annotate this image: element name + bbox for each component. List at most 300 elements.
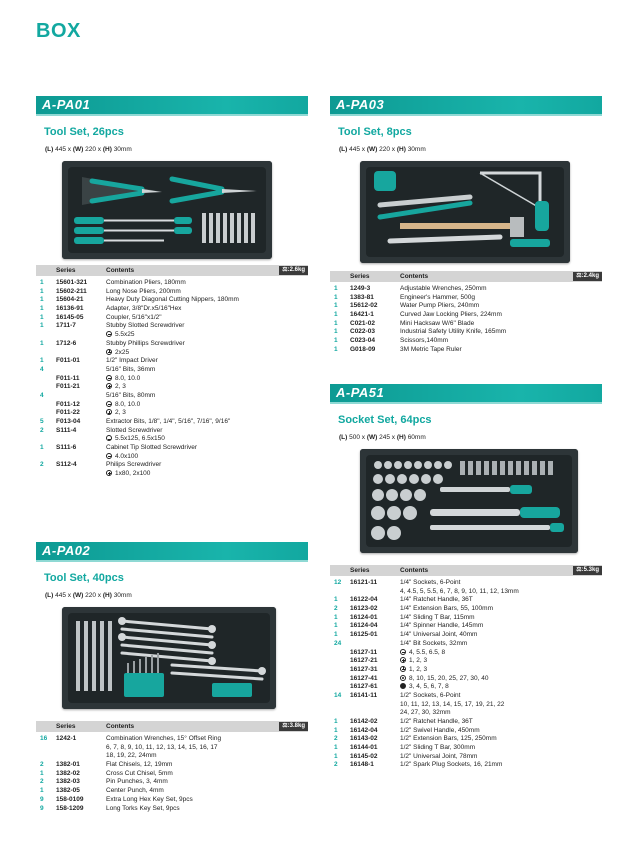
page-title: BOX xyxy=(36,20,81,42)
row-contents-text: 1/4" Universal Joint, 40mm xyxy=(400,631,478,639)
section-a-pa02 xyxy=(36,542,308,813)
row-contents xyxy=(106,787,164,796)
table-row xyxy=(36,778,308,787)
row-series: 15604-21 xyxy=(56,296,84,304)
row-series: 1249-3 xyxy=(350,285,371,292)
row-quantity: 1 xyxy=(334,631,338,639)
row-series: 16127-11 xyxy=(350,648,378,656)
row-contents xyxy=(106,383,126,392)
row-contents-text: 1x80, 2x100 xyxy=(115,470,151,478)
table-row xyxy=(330,285,602,294)
row-contents xyxy=(400,328,506,337)
row-quantity: 1 xyxy=(40,296,44,304)
row-series: 16127-61 xyxy=(350,683,378,691)
row-contents xyxy=(106,314,162,323)
table-row xyxy=(36,401,308,410)
row-contents-text: Pin Punches, 3, 4mm xyxy=(106,778,168,786)
row-contents xyxy=(400,683,449,692)
section-code: A-PA51 xyxy=(336,385,385,400)
row-contents-text: Extractor Bits, 1/8", 1/4", 5/16", 7/16", 9/16" xyxy=(106,418,231,425)
row-contents-text: Center Punch, 4mm xyxy=(106,787,164,795)
table-row xyxy=(36,796,308,805)
table-row xyxy=(36,322,308,331)
torx-tip-icon xyxy=(400,675,406,681)
phillips-tip-icon xyxy=(106,349,112,355)
section-title: Tool Set, 40pcs xyxy=(44,572,124,584)
table-row xyxy=(330,675,602,684)
row-contents-text: 3M Metric Tape Ruler xyxy=(400,345,462,353)
row-series: C022-03 xyxy=(350,328,375,336)
row-contents-text: 1/2" Spark Plug Sockets, 16, 21mm xyxy=(400,761,503,769)
row-series: 16124-01 xyxy=(350,613,378,621)
row-series: F011-21 xyxy=(56,383,80,391)
row-contents-text: 1/2" Ratchet Handle, 36T xyxy=(400,718,473,725)
table-row xyxy=(330,631,602,640)
table-row xyxy=(36,770,308,779)
row-quantity: 4 xyxy=(40,391,44,399)
row-contents-text: Adapter, 3/8"Dr.x5/16"Hex xyxy=(106,305,182,313)
table-row xyxy=(36,409,308,418)
row-quantity: 1 xyxy=(334,752,338,760)
row-contents-text: Combination Wrenches, 15° Offset Ring xyxy=(106,735,222,742)
row-contents-text: Water Pump Pliers, 240mm xyxy=(400,302,480,310)
row-contents xyxy=(400,666,427,675)
row-quantity: 14 xyxy=(334,691,342,699)
table-row xyxy=(330,701,602,710)
row-contents xyxy=(400,727,480,736)
row-series: 16141-11 xyxy=(350,691,378,699)
table-row xyxy=(36,787,308,796)
row-contents-text: Coupler, 5/16"x1/2" xyxy=(106,313,162,321)
row-contents xyxy=(106,770,173,779)
row-contents-text: Cabinet Tip Slotted Screwdriver xyxy=(106,444,198,452)
row-contents-text: 8, 10, 15, 20, 25, 27, 30, 40 xyxy=(409,674,489,682)
section-header-bar xyxy=(36,96,308,116)
row-series: 16127-41 xyxy=(350,674,378,682)
row-quantity: 24 xyxy=(334,639,342,647)
row-contents xyxy=(106,735,221,744)
row-contents-text: 1, 2, 3 xyxy=(409,657,428,665)
weight-badge: ⚖:2.4kg xyxy=(573,272,602,281)
row-contents-text: 5/16" Bits, 36mm xyxy=(106,365,156,373)
row-quantity: 9 xyxy=(40,795,44,803)
row-contents xyxy=(106,409,126,418)
section-code: A-PA01 xyxy=(42,97,91,112)
table-row xyxy=(36,331,308,340)
row-contents-text: 1/4" Ratchet Handle, 36T xyxy=(400,596,473,604)
row-quantity: 1 xyxy=(334,337,338,345)
row-series: 16123-02 xyxy=(350,605,378,613)
table-row xyxy=(36,744,308,753)
row-contents xyxy=(106,461,161,470)
table-row xyxy=(330,753,602,762)
row-series: 1711-7 xyxy=(56,322,76,330)
table-row xyxy=(36,296,308,305)
table-row xyxy=(330,614,602,623)
row-contents-text: Heavy Duty Diagonal Cutting Nippers, 180mm xyxy=(106,296,239,304)
row-quantity: 1 xyxy=(334,744,338,752)
row-quantity: 12 xyxy=(334,579,342,586)
row-contents xyxy=(106,470,150,479)
row-contents-text: 8.0, 10.0 xyxy=(115,400,141,408)
row-series: 15612-02 xyxy=(350,302,378,310)
row-contents-text: 1/2" Swivel Handle, 450mm xyxy=(400,726,480,734)
row-contents-text: 1/2" Universal Joint, 78mm xyxy=(400,752,478,760)
row-contents-text: 5/16" Bits, 80mm xyxy=(106,391,156,399)
table-row xyxy=(330,649,602,658)
weight-badge: ⚖:2.6kg xyxy=(279,266,308,275)
row-contents xyxy=(106,778,168,787)
table-row xyxy=(36,752,308,761)
row-contents xyxy=(400,631,477,640)
row-contents-text: 1/2" Impact Driver xyxy=(106,357,158,365)
table-row xyxy=(330,622,602,631)
tool-tray-photo xyxy=(62,607,276,709)
row-series: S111-4 xyxy=(56,426,77,434)
tool-tray-photo xyxy=(62,161,272,259)
table-row xyxy=(330,588,602,597)
row-contents-text: Slotted Screwdriver xyxy=(106,426,163,434)
row-contents xyxy=(400,753,477,762)
table-row xyxy=(330,605,602,614)
weight-icon: ⚖ xyxy=(282,267,288,273)
tool-tray-photo xyxy=(360,161,570,263)
row-series: 1382-05 xyxy=(56,787,80,795)
row-series: 15602-211 xyxy=(56,287,87,295)
row-contents-text: 1/2" Extension Bars, 125, 250mm xyxy=(400,735,497,743)
row-contents-text: Extra Long Hex Key Set, 9pcs xyxy=(106,795,193,803)
row-contents xyxy=(400,596,473,605)
section-code: A-PA03 xyxy=(336,97,385,112)
table-row xyxy=(330,709,602,718)
row-contents xyxy=(400,605,493,614)
phillips-tip-icon xyxy=(400,666,406,672)
row-contents xyxy=(106,357,158,366)
row-quantity: 2 xyxy=(40,426,44,434)
row-contents-text: Philips Screwdriver xyxy=(106,461,162,469)
table-row xyxy=(330,579,602,588)
table-row xyxy=(36,418,308,427)
row-contents xyxy=(400,675,489,684)
row-contents-text: 3, 4, 5, 6, 7, 8 xyxy=(409,683,449,691)
row-quantity: 1 xyxy=(334,596,338,604)
row-contents xyxy=(106,752,157,761)
section-header-bar xyxy=(36,542,308,562)
row-series: 16125-01 xyxy=(350,631,378,639)
row-quantity: 16 xyxy=(40,735,48,742)
table-row xyxy=(36,366,308,375)
row-quantity: 1 xyxy=(334,718,338,725)
row-series: F011-22 xyxy=(56,409,80,417)
row-contents-text: 1, 2, 3 xyxy=(409,665,428,673)
section-header-bar xyxy=(330,96,602,116)
row-contents xyxy=(106,453,138,462)
row-series: 1383-81 xyxy=(350,293,374,301)
row-contents-text: Engineer's Hammer, 500g xyxy=(400,293,475,301)
contents-table xyxy=(330,285,602,355)
row-contents xyxy=(106,288,181,297)
table-row xyxy=(36,383,308,392)
row-contents xyxy=(106,322,184,331)
row-contents-text: 1/4" Extension Bars, 55, 100mm xyxy=(400,605,493,613)
table-row xyxy=(36,288,308,297)
row-contents xyxy=(400,311,502,320)
row-quantity: 1 xyxy=(334,311,338,319)
row-contents-text: Stubby Slotted Screwdriver xyxy=(106,322,185,330)
row-series: G018-09 xyxy=(350,345,376,353)
section-header-bar xyxy=(330,384,602,404)
row-series: 1382-03 xyxy=(56,778,80,786)
row-quantity: 1 xyxy=(334,345,338,353)
row-contents xyxy=(106,340,185,349)
row-quantity: 1 xyxy=(40,444,44,452)
row-series: 1382-02 xyxy=(56,769,80,777)
row-series: 16142-04 xyxy=(350,726,378,734)
row-quantity: 1 xyxy=(334,613,338,621)
section-title: Tool Set, 26pcs xyxy=(44,126,124,138)
row-contents-text: 1/4" Spinner Handle, 145mm xyxy=(400,622,484,630)
row-contents-text: 4, 5.5, 6.5, 8 xyxy=(409,648,446,656)
row-quantity: 2 xyxy=(334,735,338,743)
row-contents xyxy=(106,444,197,453)
row-contents-text: 1/2" Sockets, 6-Point xyxy=(400,691,461,699)
row-contents-text: 2x25 xyxy=(115,348,130,356)
table-row xyxy=(36,375,308,384)
slotted-tip-icon xyxy=(106,435,112,441)
table-row xyxy=(330,640,602,649)
row-contents xyxy=(400,320,474,329)
row-series: 16122-04 xyxy=(350,596,378,604)
row-series: S112-4 xyxy=(56,461,77,469)
row-quantity: 1 xyxy=(334,622,338,630)
contents-table xyxy=(36,279,308,479)
table-row xyxy=(330,302,602,311)
row-contents xyxy=(106,375,140,384)
row-series: F011-01 xyxy=(56,357,80,365)
section-title: Socket Set, 64pcs xyxy=(338,414,432,426)
row-contents-text: 8.0, 10.0 xyxy=(115,374,141,382)
row-series: 16145-05 xyxy=(56,313,84,321)
row-series: 16121-11 xyxy=(350,579,378,586)
row-contents xyxy=(400,285,487,294)
row-contents-text: 10, 11, 12, 13, 14, 15, 17, 19, 21, 22 xyxy=(400,700,505,708)
table-row xyxy=(36,305,308,314)
row-quantity: 1 xyxy=(40,787,44,795)
row-contents-text: 2, 3 xyxy=(115,383,126,391)
row-series: 16136-91 xyxy=(56,305,84,313)
row-quantity: 1 xyxy=(334,293,338,301)
row-contents xyxy=(106,418,230,427)
table-row xyxy=(36,314,308,323)
row-series: 1242-1 xyxy=(56,735,77,742)
slotted-tip-icon xyxy=(106,453,112,459)
row-series: 16144-01 xyxy=(350,744,378,752)
tool-tray-photo xyxy=(360,449,578,553)
row-series: 16148-1 xyxy=(350,761,374,769)
table-row xyxy=(330,735,602,744)
row-contents-text: 1/4" Bit Sockets, 32mm xyxy=(400,639,468,647)
row-contents xyxy=(106,805,180,814)
row-series: C021-02 xyxy=(350,319,375,327)
row-contents-text: Long Nose Pliers, 200mm xyxy=(106,287,181,295)
slotted-tip-icon xyxy=(106,331,112,337)
row-contents xyxy=(400,614,475,623)
row-series: 158-0109 xyxy=(56,795,84,803)
dimensions: (L) 445 x (W) 220 x (H) 30mm xyxy=(339,146,426,153)
row-contents xyxy=(400,709,451,718)
row-series: 16127-21 xyxy=(350,657,378,665)
row-series: 1382-01 xyxy=(56,761,80,769)
table-row xyxy=(36,735,308,744)
row-contents xyxy=(400,337,448,346)
table-row xyxy=(36,357,308,366)
row-quantity: 1 xyxy=(40,769,44,777)
row-contents xyxy=(400,692,460,701)
row-quantity: 1 xyxy=(40,279,44,286)
dimensions: (L) 500 x (W) 245 x (H) 60mm xyxy=(339,434,426,441)
table-row xyxy=(36,453,308,462)
row-series: 1712-6 xyxy=(56,339,77,347)
row-quantity: 2 xyxy=(40,778,44,786)
section-title: Tool Set, 8pcs xyxy=(338,126,412,138)
table-row xyxy=(36,392,308,401)
row-quantity: 1 xyxy=(40,287,44,295)
row-contents xyxy=(106,392,155,401)
row-contents-text: Flat Chisels, 12, 19mm xyxy=(106,761,173,769)
row-contents-text: 4, 4.5, 5, 5.5, 6, 7, 8, 9, 10, 11, 12, 13mm xyxy=(400,587,519,595)
row-quantity: 2 xyxy=(40,761,44,769)
table-row xyxy=(36,805,308,814)
table-row xyxy=(330,294,602,303)
table-row xyxy=(36,435,308,444)
row-quantity: 1 xyxy=(40,313,44,321)
row-contents-text: Stubby Phillips Screwdriver xyxy=(106,339,185,347)
table-header: Series Contents ⚖:2.4kg xyxy=(330,271,602,282)
table-row xyxy=(36,461,308,470)
row-contents xyxy=(400,588,519,597)
phillips-tip-icon xyxy=(106,383,112,389)
row-quantity: 1 xyxy=(40,305,44,313)
row-contents-text: Combination Pliers, 180mm xyxy=(106,279,186,286)
row-contents-text: 1/2" Sliding T Bar, 300mm xyxy=(400,744,476,752)
contents-table xyxy=(36,735,308,813)
table-row xyxy=(330,761,602,770)
row-quantity: 1 xyxy=(334,285,338,292)
row-series: F013-04 xyxy=(56,418,81,425)
table-row xyxy=(330,337,602,346)
row-series: 16143-02 xyxy=(350,735,378,743)
row-quantity: 1 xyxy=(334,328,338,336)
row-quantity: 1 xyxy=(40,357,44,365)
section-a-pa51 xyxy=(330,384,602,770)
row-contents-text: Cross Cut Chisel, 5mm xyxy=(106,769,173,777)
row-series: 16127-31 xyxy=(350,665,378,673)
row-contents xyxy=(400,622,483,631)
slotted-tip-icon xyxy=(106,401,112,407)
table-row xyxy=(330,683,602,692)
table-header: Series Contents ⚖:2.6kg xyxy=(36,265,308,276)
table-row xyxy=(330,744,602,753)
row-contents xyxy=(106,331,135,340)
weight-badge: ⚖:3.8kg xyxy=(279,722,308,731)
table-row xyxy=(36,349,308,358)
row-contents-text: 1/4" Sliding T Bar, 115mm xyxy=(400,613,475,621)
row-contents-text: 6, 7, 8, 9, 10, 11, 12, 13, 14, 15, 16, 17 xyxy=(106,743,218,751)
row-quantity: 1 xyxy=(40,322,44,330)
row-contents xyxy=(106,761,172,770)
table-row xyxy=(36,470,308,479)
row-quantity: 1 xyxy=(334,726,338,734)
row-series: S111-6 xyxy=(56,444,77,452)
phillips-tip-icon xyxy=(106,470,112,476)
row-quantity: 9 xyxy=(40,804,44,812)
table-row xyxy=(330,596,602,605)
row-contents xyxy=(400,718,473,727)
dimensions: (L) 445 x (W) 220 x (H) 30mm xyxy=(45,592,132,599)
row-quantity: 2 xyxy=(40,461,44,469)
row-contents xyxy=(400,346,462,355)
row-contents xyxy=(106,796,193,805)
table-header: Series Contents ⚖:5.3kg xyxy=(330,565,602,576)
row-contents xyxy=(400,701,504,710)
table-row xyxy=(330,346,602,355)
row-contents xyxy=(106,305,181,314)
row-contents-text: Long Torks Key Set, 9pcs xyxy=(106,804,180,812)
table-row xyxy=(330,727,602,736)
row-contents xyxy=(106,279,186,288)
row-contents xyxy=(400,735,497,744)
row-contents-text: Industrial Safety Utility Knife, 165mm xyxy=(400,328,507,336)
weight-icon: ⚖ xyxy=(576,273,582,279)
table-header: Series Contents ⚖:3.8kg xyxy=(36,721,308,732)
row-contents-text: 18, 19, 22, 24mm xyxy=(106,752,157,760)
phillips-tip-icon xyxy=(106,409,112,415)
weight-icon: ⚖ xyxy=(576,567,582,573)
row-series: 16124-04 xyxy=(350,622,378,630)
row-contents-text: Adjustable Wrenches, 250mm xyxy=(400,285,487,292)
table-row xyxy=(330,328,602,337)
weight-icon: ⚖ xyxy=(282,723,288,729)
row-contents-text: 5.5x125, 6.5x150 xyxy=(115,435,165,443)
row-contents xyxy=(400,302,479,311)
table-row xyxy=(36,340,308,349)
row-series: F011-12 xyxy=(56,400,80,408)
row-quantity: 1 xyxy=(40,339,44,347)
row-contents xyxy=(400,640,467,649)
row-contents xyxy=(400,294,475,303)
row-contents xyxy=(106,744,218,753)
row-contents-text: 2, 3 xyxy=(115,409,126,417)
row-series: 15601-321 xyxy=(56,279,88,286)
row-quantity: 5 xyxy=(40,418,44,425)
table-row xyxy=(330,666,602,675)
row-contents xyxy=(400,579,460,588)
row-contents xyxy=(400,649,445,658)
row-contents-text: 4.0x100 xyxy=(115,452,139,460)
section-a-pa03 xyxy=(330,96,602,355)
row-contents xyxy=(400,657,427,666)
table-row xyxy=(36,444,308,453)
table-row xyxy=(330,718,602,727)
slotted-tip-icon xyxy=(400,649,406,655)
contents-table xyxy=(330,579,602,770)
dimensions: (L) 445 x (W) 220 x (H) 30mm xyxy=(45,146,132,153)
row-quantity: 1 xyxy=(334,302,338,310)
star-tip-icon xyxy=(400,683,406,689)
row-contents xyxy=(106,296,239,305)
row-contents-text: Mini Hacksaw W/6" Blade xyxy=(400,319,475,327)
table-row xyxy=(330,311,602,320)
